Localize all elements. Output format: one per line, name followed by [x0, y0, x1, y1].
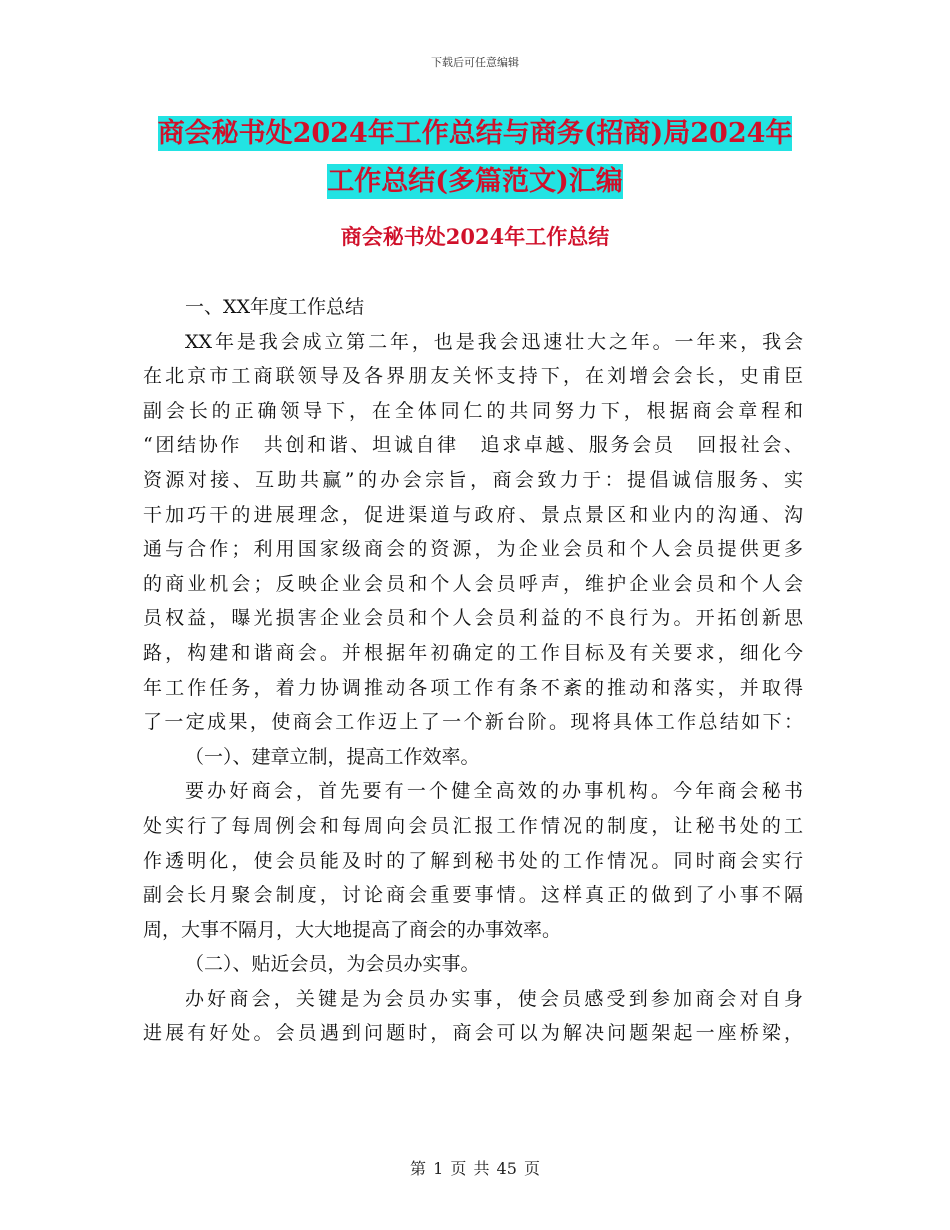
page-header: 下载后可任意编辑 [431, 56, 519, 69]
heading-line: （二）、贴近会员，为会员办实事。 [185, 953, 480, 976]
body-text [143, 290, 803, 1051]
paragraph-line: 了一定成果，使商会工作迈上了一个新台阶。现将具体工作总结如下： [143, 711, 803, 734]
section-title: 商会秘书处2024年工作总结 [340, 224, 610, 249]
title-highlight: 工作总结(多篇范文)汇编 [327, 166, 623, 197]
paragraph-line: 处实行了每周例会和每周向会员汇报工作情况的制度，让秘书处的工 [143, 814, 803, 837]
paragraph-line: 干加巧干的进展理念，促进渠道与政府、景点景区和业内的沟通、沟 [143, 503, 803, 526]
paragraph-line: 副会长月聚会制度，讨论商会重要事情。这样真正的做到了小事不隔 [143, 884, 803, 907]
paragraph-line: 副会长的正确领导下，在全体同仁的共同努力下，根据商会章程和 [143, 399, 803, 422]
paragraph-line: 员权益，曝光损害企业会员和个人会员利益的不良行为。开拓创新思 [143, 607, 803, 630]
heading-line: 一、XX年度工作总结 [185, 296, 365, 318]
paragraph-line: 办好商会，关键是为会员办实事，使会员感受到参加商会对自身 [185, 987, 803, 1010]
document-title [0, 110, 950, 206]
paragraph-line: “团结协作 共创和谐、坦诚自律 追求卓越、服务会员 回报社会、 [143, 434, 803, 457]
paragraph-line: 要办好商会，首先要有一个健全高效的办事机构。今年商会秘书 [185, 780, 803, 803]
paragraph-line: 年工作任务，着力协调推动各项工作有条不紊的推动和落实，并取得 [143, 676, 803, 699]
heading-line: （一）、建章立制，提高工作效率。 [185, 745, 480, 768]
paragraph-line: 通与合作；利用国家级商会的资源，为企业会员和个人会员提供更多 [143, 538, 803, 561]
title-highlight: 商会秘书处2024年工作总结与商务(招商)局2024年 [157, 118, 793, 149]
paragraph-line: 作透明化，使会员能及时的了解到秘书处的工作情况。同时商会实行 [143, 849, 803, 872]
paragraph-line: 路，构建和谐商会。并根据年初确定的工作目标及有关要求，细化今 [143, 641, 803, 664]
paragraph-line: 周，大事不隔月，大大地提高了商会的办事效率。 [143, 918, 562, 941]
paragraph-line: 资源对接、互助共赢”的办会宗旨，商会致力于：提倡诚信服务、实 [143, 468, 803, 491]
paragraph-line: XX年是我会成立第二年，也是我会迅速壮大之年。一年来，我会 [185, 330, 803, 353]
title-line-1 [0, 110, 950, 158]
page-footer: 第 1 页 共 45 页 [410, 1159, 540, 1178]
paragraph-line: 进展有好处。会员遇到问题时，商会可以为解决问题架起一座桥梁， [143, 1022, 803, 1045]
title-line-2 [0, 158, 950, 206]
paragraph-line: 的商业机会；反映企业会员和个人会员呼声，维护企业会员和个人会 [143, 572, 803, 595]
paragraph-line: 在北京市工商联领导及各界朋友关怀支持下，在刘增会会长，史甫臣 [143, 365, 803, 388]
